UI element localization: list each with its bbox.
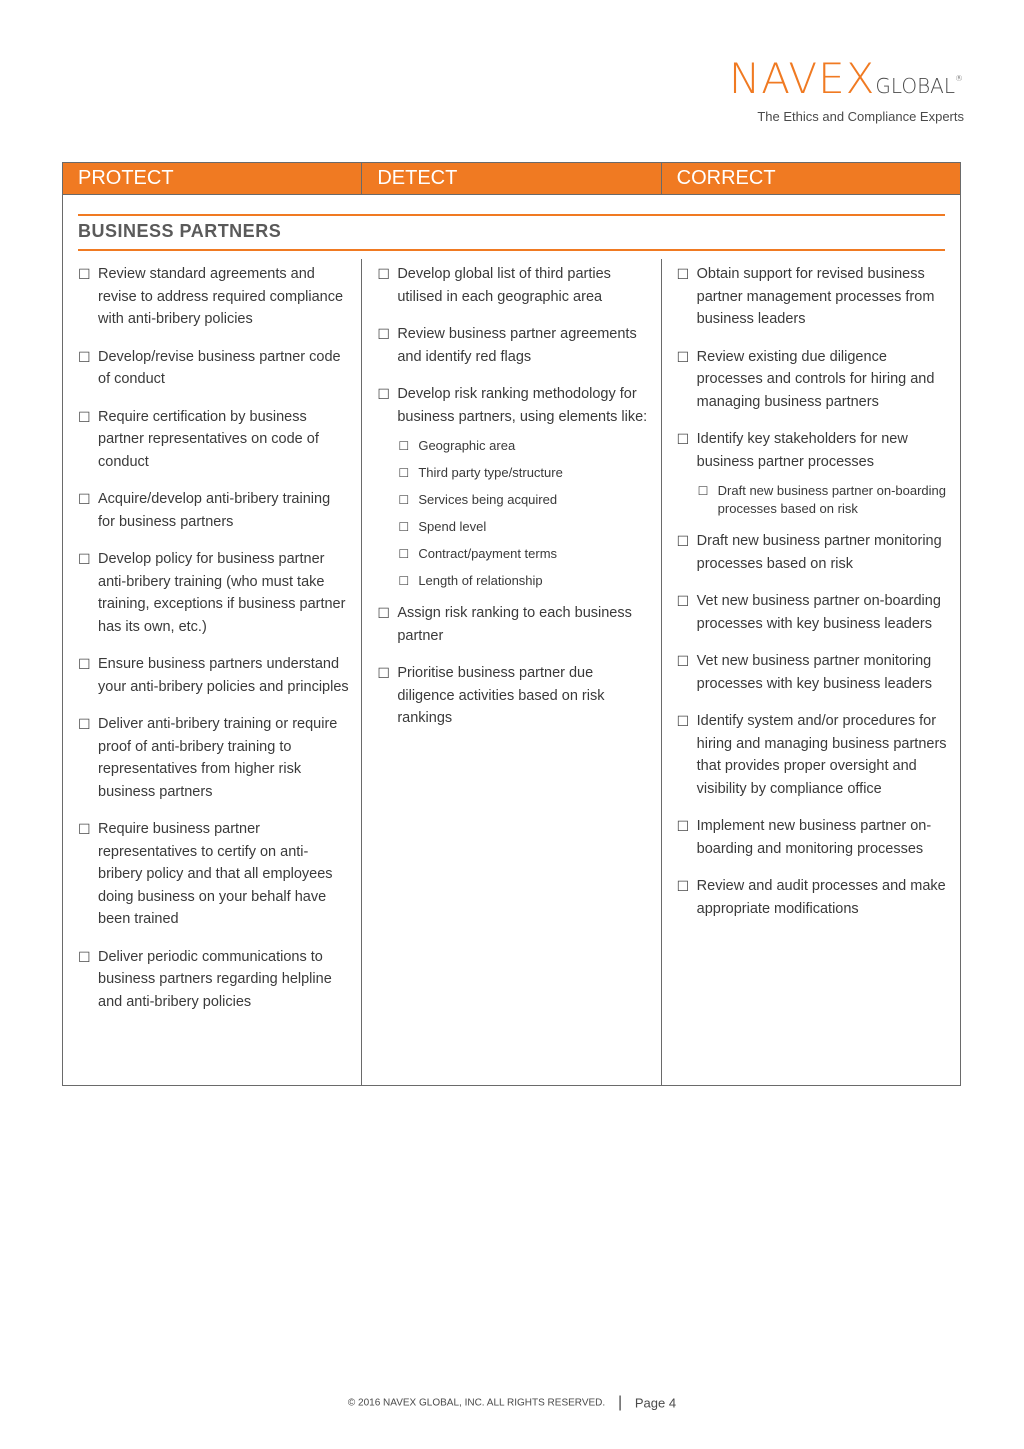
subitem-text: Services being acquired	[418, 492, 558, 507]
checklist-item	[78, 406, 349, 474]
item-text: Develop global list of third parties utilised in each geographic area	[397, 266, 611, 305]
checklist-item	[78, 346, 349, 391]
subitem-text: Draft new business partner on-boarding processes based on risk	[717, 483, 947, 516]
checklist-item	[377, 323, 648, 368]
checkbox-icon[interactable]: ☐	[78, 948, 91, 965]
logo-tagline: The Ethics and Compliance Experts	[757, 109, 964, 124]
page-number: Page 4	[634, 1395, 677, 1411]
checkbox-icon[interactable]: ☐	[676, 713, 690, 729]
checkbox-icon[interactable]: ☐	[78, 348, 91, 365]
checkbox-icon[interactable]: ☐	[676, 653, 690, 669]
risk-elements-sublist	[377, 437, 648, 590]
checklist-table	[62, 162, 961, 1086]
checkbox-icon[interactable]: ☐	[78, 551, 91, 567]
checklist-columns	[63, 259, 960, 1085]
footer-separator: |	[617, 1394, 623, 1411]
logo-wordmark	[728, 54, 964, 107]
checklist-item	[78, 946, 349, 1014]
item-text: Deliver anti-bribery training or require proof of anti-bribery training to representatives from higher risk business partners	[98, 716, 338, 800]
checkbox-icon[interactable]: ☐	[78, 656, 91, 672]
item-text: Review business partner agreements and identify red flags	[397, 326, 637, 365]
checklist-item	[78, 548, 349, 638]
detect-column	[362, 259, 661, 1085]
item-text: Review and audit processes and make appropriate modifications	[696, 878, 946, 917]
checklist-item	[377, 662, 648, 730]
checklist-subitem	[398, 518, 648, 536]
logo-wordmark-navex: NAVEX	[728, 54, 876, 103]
checklist-item	[78, 713, 349, 803]
checklist-subitem	[398, 437, 648, 455]
checkbox-icon[interactable]: ☐	[377, 266, 390, 282]
checkbox-icon[interactable]: ☐	[78, 821, 91, 837]
item-text: Require business partner representatives to certify on anti-bribery policy and that all employees doing business on your behalf have been trained	[98, 821, 333, 927]
checkbox-icon[interactable]: ☐	[78, 716, 91, 732]
checkbox-icon[interactable]: ☐	[78, 491, 91, 507]
item-text: Prioritise business partner due diligence activities based on risk rankings	[397, 665, 605, 726]
checkbox-icon[interactable]: ☐	[676, 431, 690, 447]
item-text: Require certification by business partner representatives on code of conduct	[98, 408, 319, 470]
checklist-item	[677, 650, 948, 695]
item-text: Review existing due diligence processes and controls for hiring and managing business partners	[696, 348, 935, 410]
checklist-item	[78, 818, 349, 931]
stakeholder-sublist	[677, 482, 948, 518]
item-text: Deliver periodic communications to business partners regarding helpline and anti-bribery policies	[98, 948, 332, 1010]
header-protect: PROTECT	[63, 163, 362, 194]
item-text: Vet new business partner on-boarding processes with key business leaders	[696, 593, 941, 632]
correct-column	[662, 259, 960, 1085]
item-text: Implement new business partner on-boarding and monitoring processes	[696, 818, 932, 857]
checkbox-icon[interactable]: ☐	[78, 266, 91, 282]
checkbox-icon[interactable]: ☐	[398, 574, 410, 588]
subitem-text: Spend level	[418, 519, 487, 534]
checkbox-icon[interactable]: ☐	[398, 520, 410, 534]
logo-registered-mark: ®	[955, 74, 964, 83]
item-text: Review standard agreements and revise to address required compliance with anti-bribery policies	[98, 266, 344, 327]
section-band	[78, 214, 945, 251]
checklist-subitem	[398, 464, 648, 482]
checklist-subitem	[698, 482, 948, 518]
checkbox-icon[interactable]: ☐	[697, 484, 709, 498]
checkbox-icon[interactable]: ☐	[676, 878, 690, 894]
checkbox-icon[interactable]: ☐	[398, 547, 410, 561]
checkbox-icon[interactable]: ☐	[398, 493, 410, 507]
item-text: Ensure business partners understand your anti-bribery policies and principles	[98, 656, 349, 695]
item-text: Vet new business partner monitoring processes with key business leaders	[696, 653, 932, 692]
checkbox-icon[interactable]: ☐	[377, 386, 390, 402]
navex-global-logo	[728, 54, 964, 124]
checklist-item	[677, 590, 948, 635]
item-text: Develop/revise business partner code of conduct	[98, 348, 341, 387]
checklist-subitem	[398, 491, 648, 509]
item-text: Assign risk ranking to each business partner	[397, 605, 632, 644]
checkbox-icon[interactable]: ☐	[377, 326, 390, 342]
subitem-text: Contract/payment terms	[418, 546, 558, 561]
protect-column	[63, 259, 362, 1085]
checklist-item	[677, 263, 948, 331]
checkbox-icon[interactable]: ☐	[377, 605, 390, 621]
checkbox-icon[interactable]: ☐	[676, 593, 690, 609]
checkbox-icon[interactable]: ☐	[676, 348, 690, 365]
checklist-item	[677, 346, 948, 414]
header-correct: CORRECT	[676, 167, 776, 189]
subitem-text: Geographic area	[418, 438, 516, 453]
checklist-item	[677, 815, 948, 860]
page-footer	[0, 1394, 1024, 1412]
header-detect: DETECT	[362, 163, 661, 194]
subitem-text: Third party type/structure	[418, 465, 563, 480]
item-text: Develop risk ranking methodology for business partners, using elements like:	[397, 386, 648, 425]
checkbox-icon[interactable]: ☐	[676, 533, 690, 549]
item-text: Develop policy for business partner anti-bribery training (who must take training, exceptions if business partner has its own, etc.)	[98, 551, 346, 635]
checkbox-icon[interactable]: ☐	[676, 818, 690, 834]
item-text: Draft new business partner monitoring processes based on risk	[696, 533, 942, 572]
checklist-subitem	[398, 572, 648, 590]
logo-wordmark-global: GLOBAL	[875, 74, 955, 98]
copyright-text: © 2016 NAVEX GLOBAL, INC. ALL RIGHTS RESERVED.	[347, 1397, 606, 1409]
checkbox-icon[interactable]: ☐	[398, 466, 410, 480]
checkbox-icon[interactable]: ☐	[676, 266, 690, 282]
checklist-item	[677, 875, 948, 920]
item-text: Identify system and/or procedures for hiring and managing business partners that provides proper oversight and visibility by compliance office	[696, 713, 947, 797]
checklist-item	[677, 710, 948, 800]
item-text: Acquire/develop anti-bribery training for business partners	[98, 491, 331, 530]
table-header-row	[63, 163, 960, 195]
checkbox-icon[interactable]: ☐	[398, 439, 410, 453]
checklist-item	[78, 263, 349, 331]
checklist-item	[78, 653, 349, 698]
checklist-item	[677, 428, 948, 473]
item-text: Obtain support for revised business partner management processes from business leaders	[696, 266, 935, 327]
checkbox-icon[interactable]: ☐	[377, 665, 390, 681]
checkbox-icon[interactable]: ☐	[78, 408, 91, 425]
subitem-text: Length of relationship	[418, 573, 543, 588]
checklist-item	[78, 488, 349, 533]
checklist-subitem	[398, 545, 648, 563]
checklist-item	[377, 263, 648, 308]
section-title: BUSINESS PARTNERS	[78, 221, 282, 241]
item-text: Identify key stakeholders for new business partner processes	[696, 431, 908, 470]
checklist-item	[377, 383, 648, 428]
checklist-item	[677, 530, 948, 575]
checklist-item	[377, 602, 648, 647]
